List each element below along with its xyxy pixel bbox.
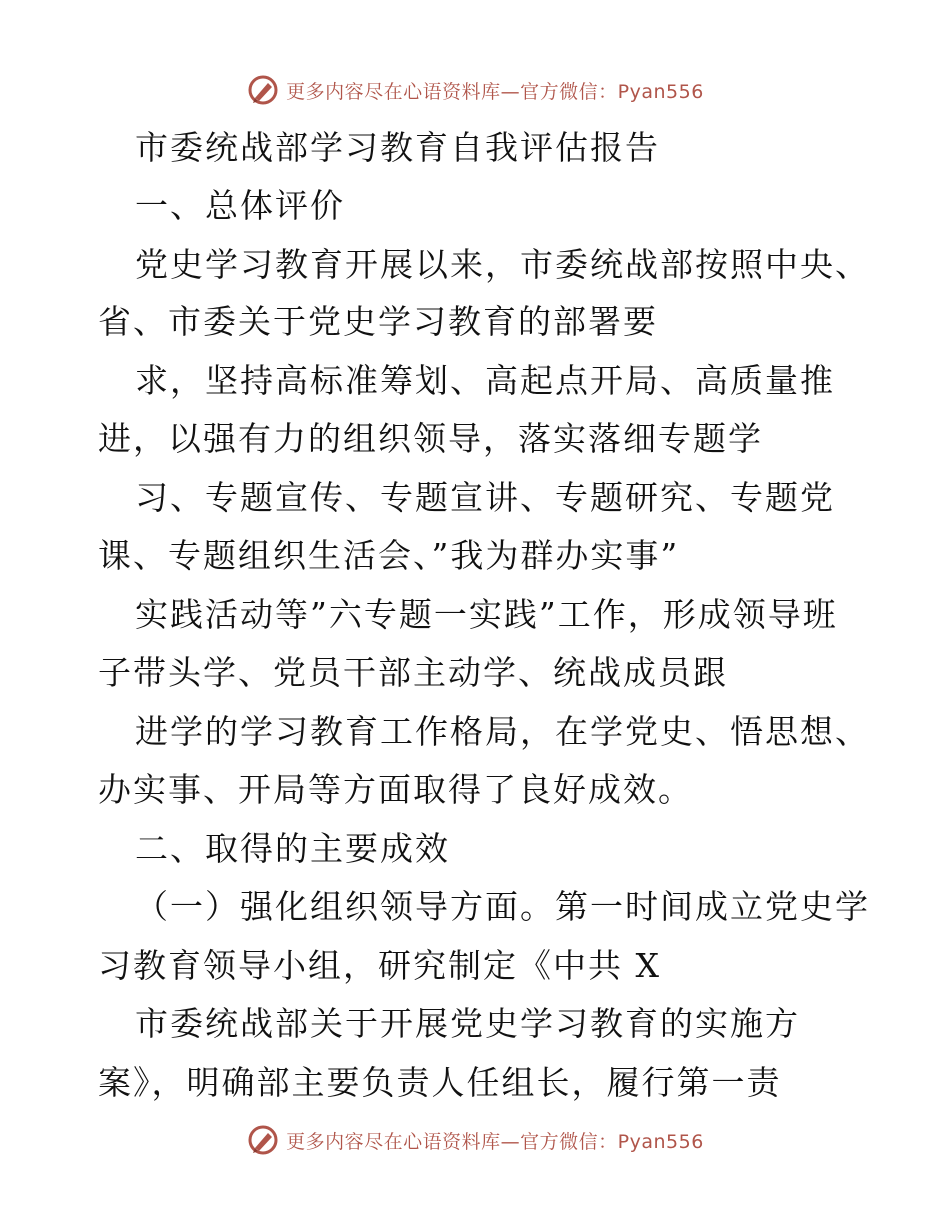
section-heading-1: 一、总体评价 — [135, 186, 345, 225]
paragraph-line: 习教育领导小组，研究制定《中共 X — [98, 946, 661, 985]
document-title: 市委统战部学习教育自我评估报告 — [135, 128, 660, 167]
paragraph-line: 子带头学、党员干部主动学、统战成员跟 — [98, 653, 728, 692]
paragraph-line: 办实事、开局等方面取得了良好成效。 — [98, 770, 693, 809]
paragraph-line: 市委统战部关于开展党史学习教育的实施方 — [135, 1004, 800, 1043]
paragraph-line: 案》，明确部主要负责人任组长，履行第一责 — [98, 1063, 782, 1102]
section-heading-2: 二、取得的主要成效 — [135, 829, 450, 868]
paragraph-line: 实践活动等”六专题一实践”工作，形成领导班 — [135, 595, 838, 634]
watermark-text: 更多内容尽在心语资料库—官方微信：Pyan556 — [286, 1130, 704, 1153]
pen-logo-icon — [246, 1123, 280, 1157]
paragraph-line: 习、专题宣传、专题宣讲、专题研究、专题党 — [135, 478, 835, 517]
paragraph-line: 进学的学习教育工作格局，在学党史、悟思想、 — [135, 712, 870, 751]
paragraph-line: 课、专题组织生活会、”我为群办实事” — [98, 536, 680, 575]
watermark-footer — [0, 1120, 950, 1160]
paragraph-line: （一）强化组织领导方面。第一时间成立党史学 — [135, 887, 870, 926]
watermark-text: 更多内容尽在心语资料库—官方微信：Pyan556 — [286, 80, 704, 103]
paragraph-line: 党史学习教育开展以来，市委统战部按照中央、 — [135, 245, 870, 284]
paragraph-line: 进，以强有力的组织领导，落实落细专题学 — [98, 419, 763, 458]
watermark-header — [0, 70, 950, 110]
paragraph-line: 求，坚持高标准筹划、高起点开局、高质量推 — [135, 361, 835, 400]
paragraph-line: 省、市委关于党史学习教育的部署要 — [98, 302, 658, 341]
pen-logo-icon — [246, 73, 280, 107]
